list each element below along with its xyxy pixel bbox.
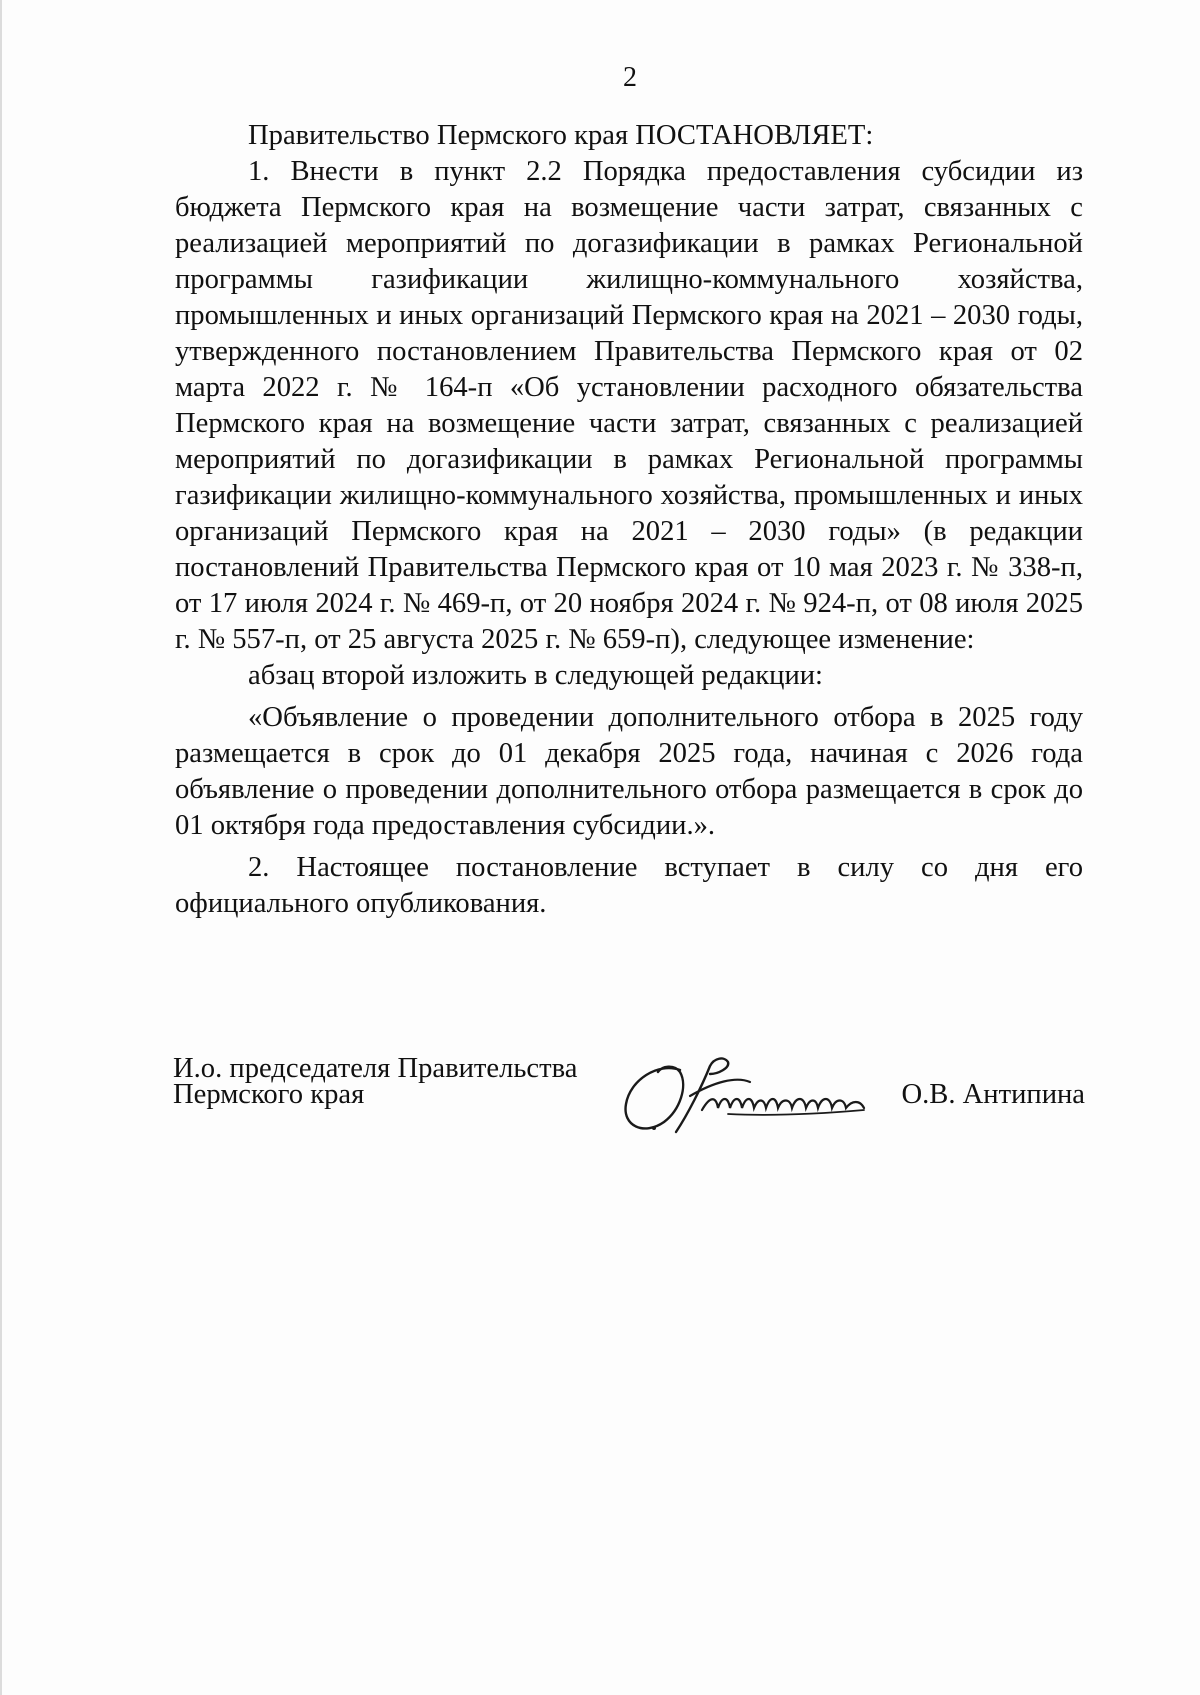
signatory-title-line-1: И.о. председателя Правительства (173, 1053, 578, 1084)
handwritten-signature (618, 1052, 918, 1138)
page-number: 2 (623, 62, 637, 93)
paragraph-new-wording: «Объявление о проведении дополнительного отбора в 2025 году размещается в срок до 01 декабря 2025 года, начиная с 2026 года объявление о проведении дополнительного отбора размещается в срок до 01 октября года предоставления субсидии.». (175, 702, 1083, 841)
document-body (175, 118, 1083, 922)
paragraph-item-1: 1. Внести в пункт 2.2 Порядка предоставления субсидии из бюджета Пермского края на возмещение части затрат, связанных с реализацией мероприятий по догазификации в рамках Региональной программы газификации жилищно-коммунального хозяйства, промышленных и иных организаций Пермского края на 2021 – 2030 годы, утвержденного постановлением Правительства Пермского края от 02 марта 2022 г. № 164-п «Об установлении расходного обязательства Пермского края на возмещение части затрат, связанных с реализацией мероприятий по догазификации в рамках Региональной программы газификации жилищно-коммунального хозяйства, промышленных и иных организаций Пермского края на 2021 – 2030 годы» (в редакции постановлений Правительства Пермского края от 10 мая 2023 г. № 338-п, от 17 июля 2024 г. № 469-п, от 20 ноября 2024 г. № 924-п, от 08 июля 2025 г. № 557-п, от 25 августа 2025 г. № 659-п), следующее изменение: (175, 156, 1083, 655)
signatory-name: О.В. Антипина (901, 1079, 1085, 1110)
scan-edge (0, 0, 2, 1695)
signature-block (173, 1053, 1085, 1146)
signatory-title-line-2: Пермского края (173, 1079, 365, 1110)
paragraph-instruction: абзац второй изложить в следующей редакции: (248, 660, 824, 691)
paragraph-item-2: 2. Настоящее постановление вступает в силу со дня его официального опубликования. (175, 852, 1083, 919)
paragraph-preamble: Правительство Пермского края ПОСТАНОВЛЯЕТ: (248, 120, 874, 151)
signatory-title (173, 1053, 578, 1110)
